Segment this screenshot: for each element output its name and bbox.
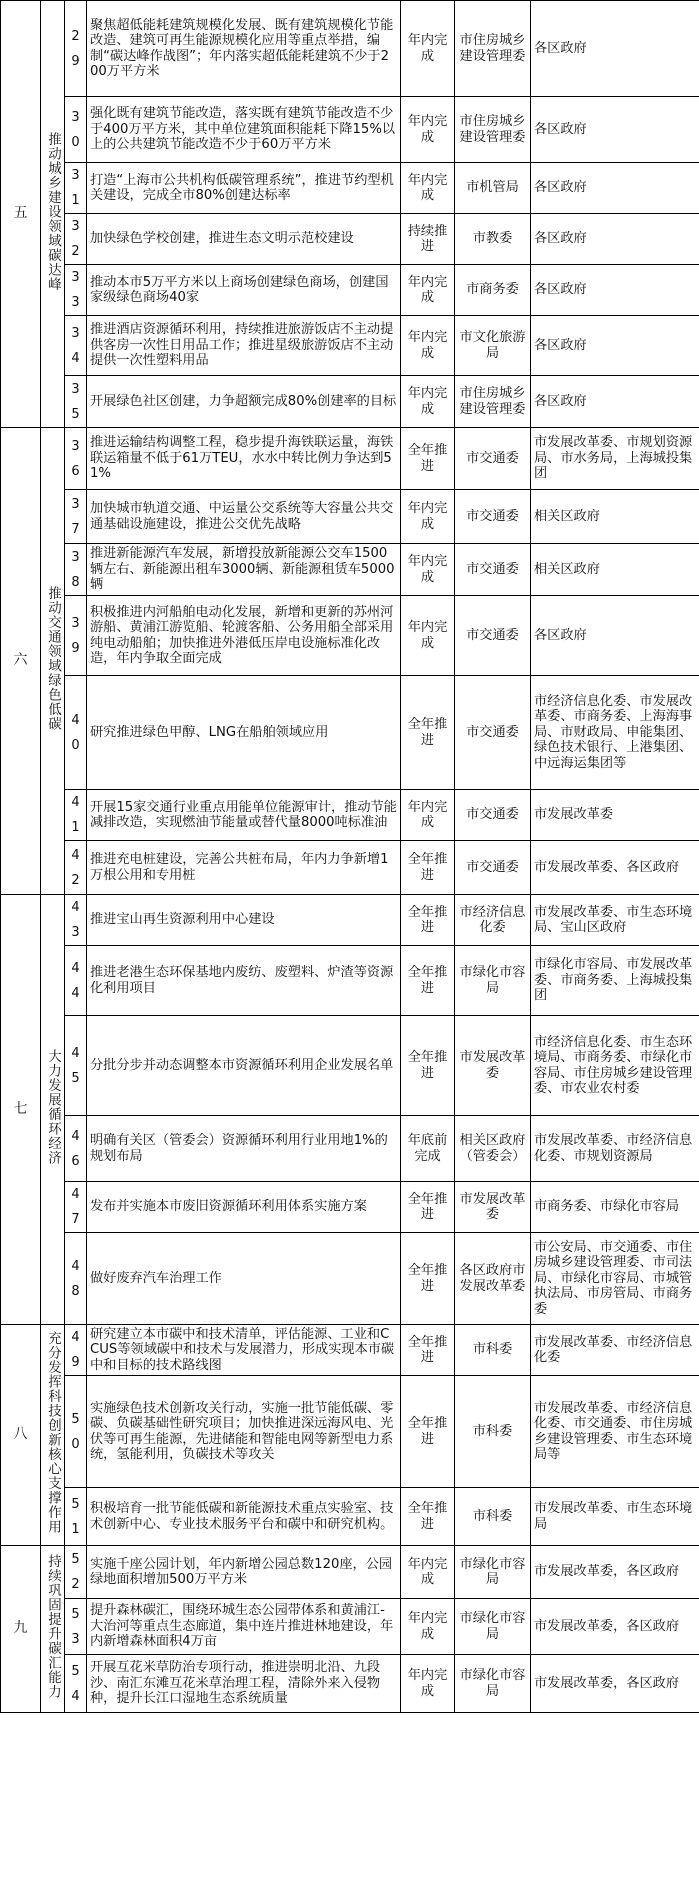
item-number: 49 xyxy=(71,1330,80,1370)
item-number-cell xyxy=(65,1116,87,1182)
item-number-cell xyxy=(65,1599,87,1655)
cooperating-units-cell: 相关区政府 xyxy=(531,490,699,544)
category-theme-cell xyxy=(41,895,65,1325)
table-row xyxy=(1,214,699,265)
item-number: 37 xyxy=(71,496,80,537)
table-row xyxy=(1,1488,699,1546)
table-row xyxy=(1,1655,699,1713)
timeline-cell: 年内完成 xyxy=(401,376,455,428)
table-row xyxy=(1,376,699,428)
lead-unit-cell: 市发展改革委 xyxy=(455,1182,531,1233)
task-cell: 研究建立本市碳中和技术清单，评估能源、工业和CCUS等领域碳中和技术与发展潜力，形成实现本市碳中和目标的技术路线图 xyxy=(87,1325,401,1376)
cooperating-units-cell: 市发展改革委 xyxy=(531,790,699,841)
timeline-cell: 全年推进 xyxy=(401,946,455,1016)
item-number: 32 xyxy=(71,219,80,259)
timeline-cell: 全年推进 xyxy=(401,1182,455,1233)
item-number-cell xyxy=(65,1,87,97)
task-cell: 聚焦超低能耗建筑规模化发展、既有建筑规模化节能改造、建筑可再生能源规模化应用等重点举措，编制“碳达峰作战图”；年内落实超低能耗建筑不少于200万平方米 xyxy=(87,1,401,97)
item-number-cell xyxy=(65,97,87,163)
item-number: 34 xyxy=(71,325,80,366)
lead-unit-cell: 市文化旅游局 xyxy=(455,316,531,376)
lead-unit-cell: 市交通委 xyxy=(455,596,531,676)
item-number-cell xyxy=(65,1325,87,1376)
category-theme-cell xyxy=(41,1325,65,1546)
lead-unit-cell: 市绿化市容局 xyxy=(455,1599,531,1655)
table-row xyxy=(1,1016,699,1116)
lead-unit-cell: 市交通委 xyxy=(455,790,531,841)
table-body xyxy=(1,1,699,1713)
item-number-cell xyxy=(65,895,87,946)
lead-unit-cell: 市住房城乡建设管理委 xyxy=(455,1,531,97)
task-cell: 分批分步并动态调整本市资源循环利用企业发展名单 xyxy=(87,1016,401,1116)
item-number-cell xyxy=(65,1182,87,1233)
cooperating-units-cell: 市发展改革委、各区政府 xyxy=(531,841,699,895)
cooperating-units-cell: 各区政府 xyxy=(531,596,699,676)
cooperating-units-cell: 市经济信息化委、市生态环境局、市商务委、市绿化市容局、市住房城乡建设管理委、市农业农村委 xyxy=(531,1016,699,1116)
item-number: 52 xyxy=(71,1552,80,1592)
item-number: 42 xyxy=(71,847,80,888)
task-cell: 实施千座公园计划，年内新增公园总数120座，公园绿地面积增加500万平方米 xyxy=(87,1546,401,1599)
timeline-cell: 全年推进 xyxy=(401,841,455,895)
timeline-cell: 年内完成 xyxy=(401,1655,455,1713)
lead-unit-cell: 市科委 xyxy=(455,1376,531,1488)
timeline-cell: 年内完成 xyxy=(401,596,455,676)
task-cell: 推进新能源汽车发展，新增投放新能源公交车1500辆左右、新能源出租车3000辆、新能源租赁车5000辆 xyxy=(87,544,401,596)
item-number: 51 xyxy=(71,1496,80,1537)
item-number-cell xyxy=(65,1016,87,1116)
item-number-cell xyxy=(65,1376,87,1488)
lead-unit-cell: 市交通委 xyxy=(455,428,531,490)
item-number: 40 xyxy=(71,712,80,753)
timeline-cell: 全年推进 xyxy=(401,1016,455,1116)
timeline-cell: 全年推进 xyxy=(401,428,455,490)
lead-unit-cell: 市经济信息化委 xyxy=(455,895,531,946)
lead-unit-cell: 市发展改革委 xyxy=(455,1016,531,1116)
table-row xyxy=(1,1233,699,1325)
lead-unit-cell: 市科委 xyxy=(455,1325,531,1376)
category-theme-text: 推动交通领域绿色低碳 xyxy=(45,586,61,732)
task-cell: 提升森林碳汇，围绕环城生态公园带体系和黄浦江-大治河等重点生态廊道，集中连片推进林地建设，年内新增森林面积4万亩 xyxy=(87,1599,401,1655)
category-number-cell: 五 xyxy=(1,1,41,428)
task-cell: 研究推进绿色甲醇、LNG在船舶领域应用 xyxy=(87,676,401,790)
item-number-cell xyxy=(65,1655,87,1713)
task-cell: 打造“上海市公共机构低碳管理系统”，推进节约型机关建设，完成全市80%创建达标率 xyxy=(87,163,401,214)
item-number: 30 xyxy=(71,109,80,150)
cooperating-units-cell: 市发展改革委、市生态环境局、宝山区政府 xyxy=(531,895,699,946)
table-row xyxy=(1,1599,699,1655)
cooperating-units-cell: 各区政府 xyxy=(531,265,699,316)
item-number-cell xyxy=(65,265,87,316)
item-number: 29 xyxy=(71,28,80,69)
lead-unit-cell: 相关区政府（管委会） xyxy=(455,1116,531,1182)
table-row xyxy=(1,265,699,316)
table-row xyxy=(1,676,699,790)
task-cell: 推进老港生态环保基地内废纺、废塑料、炉渣等资源化利用项目 xyxy=(87,946,401,1016)
timeline-cell: 年内完成 xyxy=(401,1,455,97)
item-number: 48 xyxy=(71,1258,80,1299)
task-cell: 推进充电桩建设，完善公共桩布局，年内力争新增1万根公用和专用桩 xyxy=(87,841,401,895)
task-cell: 实施绿色技术创新攻关行动，实施一批节能低碳、零碳、负碳基础性研究项目；加快推进深远海风电、光伏等可再生能源，先进储能和智能电网等新型电力系统，氢能利用，负碳技术等攻关 xyxy=(87,1376,401,1488)
item-number: 31 xyxy=(71,168,80,208)
cooperating-units-cell: 市发展改革委，各区政府 xyxy=(531,1655,699,1713)
item-number-cell xyxy=(65,841,87,895)
item-number-cell xyxy=(65,946,87,1016)
lead-unit-cell: 市商务委 xyxy=(455,265,531,316)
cooperating-units-cell: 市发展改革委、市经济信息化委 xyxy=(531,1325,699,1376)
lead-unit-cell: 市交通委 xyxy=(455,841,531,895)
cooperating-units-cell: 相关区政府 xyxy=(531,544,699,596)
item-number: 35 xyxy=(71,381,80,422)
item-number: 45 xyxy=(71,1045,80,1086)
lead-unit-cell: 市绿化市容局 xyxy=(455,946,531,1016)
task-cell: 加快绿色学校创建，推进生态文明示范校建设 xyxy=(87,214,401,265)
item-number: 38 xyxy=(71,549,80,590)
timeline-cell: 年内完成 xyxy=(401,163,455,214)
item-number: 46 xyxy=(71,1128,80,1169)
timeline-cell: 年内完成 xyxy=(401,97,455,163)
task-cell: 推进宝山再生资源利用中心建设 xyxy=(87,895,401,946)
category-theme-text: 大力发展循环经济 xyxy=(45,1049,61,1166)
lead-unit-cell: 市交通委 xyxy=(455,544,531,596)
table-row xyxy=(1,596,699,676)
task-cell: 强化既有建筑节能改造，落实既有建筑节能改造不少于400万平方米，其中单位建筑面积能耗下降15%以上的公共建筑节能改造不少于60万平方米 xyxy=(87,97,401,163)
category-theme-text: 持续巩固提升碳汇能力 xyxy=(45,1554,61,1700)
item-number-cell xyxy=(65,316,87,376)
item-number-cell xyxy=(65,1488,87,1546)
table-row xyxy=(1,841,699,895)
table-row xyxy=(1,1546,699,1599)
lead-unit-cell: 市教委 xyxy=(455,214,531,265)
timeline-cell: 全年推进 xyxy=(401,1376,455,1488)
category-theme-text: 充分发挥科技创新核心支撑作用 xyxy=(45,1331,61,1535)
category-theme-cell xyxy=(41,1546,65,1713)
lead-unit-cell: 市绿化市容局 xyxy=(455,1546,531,1599)
timeline-cell: 全年推进 xyxy=(401,1325,455,1376)
timeline-cell: 全年推进 xyxy=(401,676,455,790)
cooperating-units-cell: 市发展改革委、市规划资源局、市水务局，上海城投集团 xyxy=(531,428,699,490)
cooperating-units-cell: 市商务委、市绿化市容局 xyxy=(531,1182,699,1233)
cooperating-units-cell: 市发展改革委、市生态环境局 xyxy=(531,1488,699,1546)
item-number-cell xyxy=(65,376,87,428)
item-number-cell xyxy=(65,490,87,544)
table-row xyxy=(1,1376,699,1488)
item-number: 33 xyxy=(71,270,80,310)
item-number: 43 xyxy=(71,900,80,940)
category-number-cell: 七 xyxy=(1,895,41,1325)
category-theme-text: 推动城乡建设领域碳达峰 xyxy=(45,132,61,292)
category-number-cell: 九 xyxy=(1,1546,41,1713)
lead-unit-cell: 市住房城乡建设管理委 xyxy=(455,97,531,163)
timeline-cell: 年内完成 xyxy=(401,316,455,376)
task-cell: 积极推进内河船舶电动化发展，新增和更新的苏州河游船、黄浦江游览船、轮渡客船、公务用船全部采用纯电动船舶；加快推进外港低压岸电设施标准化改造，年内争取全面完成 xyxy=(87,596,401,676)
item-number-cell xyxy=(65,790,87,841)
timeline-cell: 年内完成 xyxy=(401,490,455,544)
table-row xyxy=(1,163,699,214)
item-number-cell xyxy=(65,596,87,676)
timeline-cell: 年内完成 xyxy=(401,265,455,316)
timeline-cell: 全年推进 xyxy=(401,1488,455,1546)
timeline-cell: 全年推进 xyxy=(401,895,455,946)
cooperating-units-cell: 各区政府 xyxy=(531,316,699,376)
category-number-cell: 六 xyxy=(1,428,41,895)
cooperating-units-cell: 市发展改革委，各区政府 xyxy=(531,1546,699,1599)
timeline-cell: 全年推进 xyxy=(401,1233,455,1325)
timeline-cell: 年内完成 xyxy=(401,1599,455,1655)
cooperating-units-cell: 市发展改革委，各区政府 xyxy=(531,1599,699,1655)
cooperating-units-cell: 市发展改革委、市经济信息化委、市规划资源局 xyxy=(531,1116,699,1182)
item-number: 44 xyxy=(71,960,80,1001)
cooperating-units-cell: 市公安局、市交通委、市住房城乡建设管理委、市司法局、市绿化市容局、市城管执法局、市房管局、市商务委 xyxy=(531,1233,699,1325)
lead-unit-cell: 市住房城乡建设管理委 xyxy=(455,376,531,428)
table-row xyxy=(1,97,699,163)
item-number-cell xyxy=(65,1546,87,1599)
item-number-cell xyxy=(65,676,87,790)
table-row xyxy=(1,316,699,376)
task-cell: 开展15家交通行业重点用能单位能源审计，推动节能减排改造，实现燃油节能量或替代量8000吨标准油 xyxy=(87,790,401,841)
cooperating-units-cell: 市经济信息化委、市发展改革委、市商务委、上海海事局、市财政局、申能集团、绿色技术银行、上港集团、中远海运集团等 xyxy=(531,676,699,790)
table-row xyxy=(1,1325,699,1376)
item-number-cell xyxy=(65,544,87,596)
table-row xyxy=(1,544,699,596)
task-cell: 加快城市轨道交通、中运量公交系统等大容量公共交通基础设施建设，推进公交优先战略 xyxy=(87,490,401,544)
cooperating-units-cell: 各区政府 xyxy=(531,163,699,214)
lead-unit-cell: 市科委 xyxy=(455,1488,531,1546)
task-cell: 明确有关区（管委会）资源循环利用行业用地1%的规划布局 xyxy=(87,1116,401,1182)
task-cell: 推动本市5万平方米以上商场创建绿色商场，创建国家级绿色商场40家 xyxy=(87,265,401,316)
task-cell: 做好废弃汽车治理工作 xyxy=(87,1233,401,1325)
table-row xyxy=(1,428,699,490)
cooperating-units-cell: 市绿化市容局、市发展改革委、市商务委、上海城投集团 xyxy=(531,946,699,1016)
item-number-cell xyxy=(65,428,87,490)
lead-unit-cell: 市交通委 xyxy=(455,490,531,544)
item-number: 50 xyxy=(71,1411,80,1452)
table-row xyxy=(1,490,699,544)
table-row xyxy=(1,1,699,97)
category-theme-cell xyxy=(41,428,65,895)
task-cell: 开展绿色社区创建，力争超额完成80%创建率的目标 xyxy=(87,376,401,428)
timeline-cell: 年内完成 xyxy=(401,1546,455,1599)
task-cell: 开展互花米草防治专项行动，推进崇明北沿、九段沙、南汇东滩互花米草治理工程，清除外来入侵物种，提升长江口湿地生态系统质量 xyxy=(87,1655,401,1713)
item-number: 54 xyxy=(71,1663,80,1704)
task-cell: 积极培育一批节能低碳和新能源技术重点实验室、技术创新中心、专业技术服务平台和碳中和研究机构。 xyxy=(87,1488,401,1546)
item-number-cell xyxy=(65,214,87,265)
timeline-cell: 年底前完成 xyxy=(401,1116,455,1182)
cooperating-units-cell: 各区政府 xyxy=(531,214,699,265)
table-row xyxy=(1,946,699,1016)
task-cell: 推进运输结构调整工程，稳步提升海铁联运量，海铁联运箱量不低于61万TEU，水水中转比例力争达到51% xyxy=(87,428,401,490)
timeline-cell: 年内完成 xyxy=(401,790,455,841)
cooperating-units-cell: 各区政府 xyxy=(531,1,699,97)
timeline-cell: 持续推进 xyxy=(401,214,455,265)
category-number-cell: 八 xyxy=(1,1325,41,1546)
item-number: 36 xyxy=(71,438,80,479)
lead-unit-cell: 市绿化市容局 xyxy=(455,1655,531,1713)
table-row xyxy=(1,1182,699,1233)
cooperating-units-cell: 市发展改革委、市经济信息化委、市交通委、市住房城乡建设管理委、市生态环境局等 xyxy=(531,1376,699,1488)
timeline-cell: 年内完成 xyxy=(401,544,455,596)
item-number-cell xyxy=(65,163,87,214)
lead-unit-cell: 各区政府市发展改革委 xyxy=(455,1233,531,1325)
table-row xyxy=(1,790,699,841)
table-row xyxy=(1,895,699,946)
item-number: 41 xyxy=(71,795,80,835)
lead-unit-cell: 市交通委 xyxy=(455,676,531,790)
task-cell: 发布并实施本市废旧资源循环利用体系实施方案 xyxy=(87,1182,401,1233)
category-theme-cell xyxy=(41,1,65,428)
lead-unit-cell: 市机管局 xyxy=(455,163,531,214)
cooperating-units-cell: 各区政府 xyxy=(531,97,699,163)
item-number-cell xyxy=(65,1233,87,1325)
cooperating-units-cell: 各区政府 xyxy=(531,376,699,428)
item-number: 47 xyxy=(71,1187,80,1227)
task-cell: 推进酒店资源循环利用，持续推进旅游饭店不主动提供客房一次性日用品工作；推进星级旅游饭店不主动提供一次性塑料用品 xyxy=(87,316,401,376)
item-number: 39 xyxy=(71,615,80,656)
table-row xyxy=(1,1116,699,1182)
item-number: 53 xyxy=(71,1606,80,1647)
